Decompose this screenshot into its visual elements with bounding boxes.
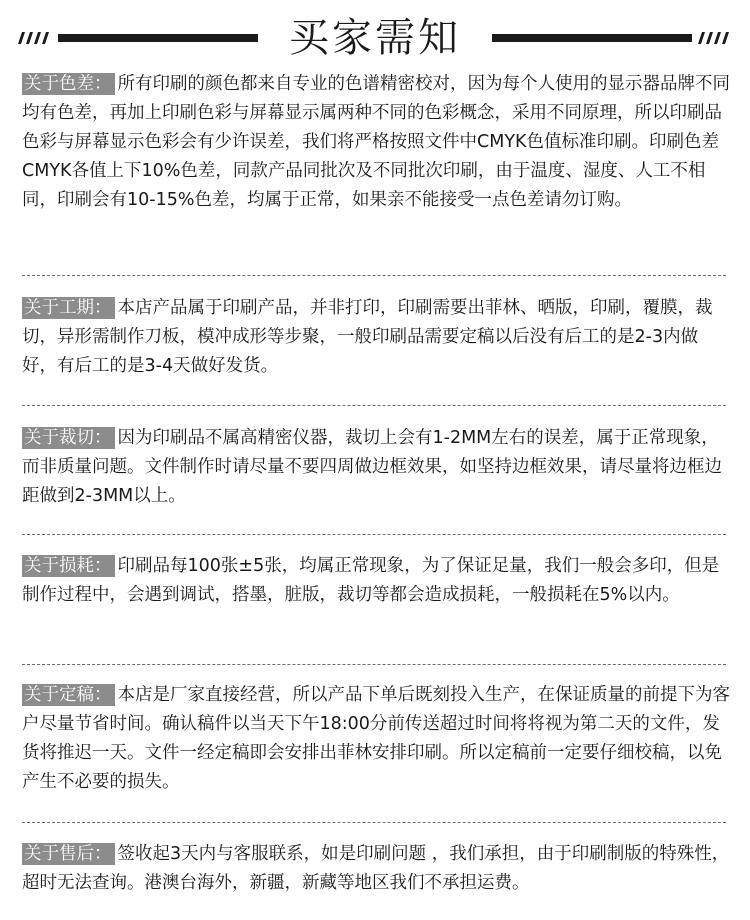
header — [0, 0, 750, 72]
section-text: 本店产品属于印刷产品，并非打印，印刷需要出菲林、晒版，印刷，覆膜，裁切，异形需制作刀板，模冲成形等步聚，一般印刷品需要定稿以后没有后工的是2-3内做好，有后工的是3-4天做好发货。 — [22, 298, 713, 376]
section-label: 关于裁切： — [22, 427, 115, 449]
dashed-divider — [22, 664, 726, 665]
left-stripes-decoration — [14, 32, 54, 44]
section-label: 关于工期： — [22, 297, 115, 319]
right-title-bar — [492, 34, 692, 42]
page-title: 买家需知 — [289, 15, 461, 61]
notice-section-wastage — [22, 552, 730, 610]
dashed-divider — [22, 275, 726, 276]
dashed-divider — [22, 822, 726, 823]
notice-section-after-sales — [22, 840, 730, 898]
section-text: 因为印刷品不属高精密仪器，裁切上会有1-2MM左右的误差，属于正常现象，而非质量问题。文件制作时请尽量不要四周做边框效果，如坚持边框效果，请尽量将边框边距做到2-3MM以上。 — [22, 428, 722, 506]
dashed-divider — [22, 405, 726, 406]
notice-section-cutting — [22, 424, 730, 511]
notice-section-schedule — [22, 294, 730, 381]
section-label: 关于色差： — [22, 73, 115, 95]
dashed-divider — [22, 534, 726, 535]
section-text: 本店是厂家直接经营，所以产品下单后既刻投入生产，在保证质量的前提下为客户尽量节省时间。确认稿件以当天下午18:00分前传送超过时间将将视为第二天的文件，发货将推迟一天。文件一经定稿即会安排出菲林安排印刷。所以定稿前一定要仔细校稿，以免产生不必要的损失。 — [22, 685, 730, 792]
section-text: 所有印刷的颜色都来自专业的色谱精密校对，因为每个人使用的显示器品牌不同均有色差，再加上印刷色彩与屏幕显示属两种不同的色彩概念，采用不同原理，所以印刷品色彩与屏幕显示色彩会有少许误差，我们将严格按照文件中CMYK色值标准印刷。印刷色差CMYK各值上下10%色差，同款产品同批次及不同批次印刷，由于温度、湿度、人工不相同，印刷会有10-15%色差，均属于正常，如果亲不能接受一点色差请勿订购。 — [22, 74, 730, 210]
left-title-bar — [58, 34, 258, 42]
notice-section-color-difference — [22, 70, 730, 215]
right-stripes-decoration — [696, 32, 736, 44]
section-label: 关于损耗： — [22, 555, 115, 577]
section-label: 关于定稿： — [22, 684, 115, 706]
section-label: 关于售后： — [22, 843, 115, 865]
notice-section-finalization — [22, 681, 730, 797]
section-text: 签收起3天内与客服联系，如是印刷问题 ，我们承担，由于印刷制版的特殊性，超时无法查询。港澳台海外，新疆，新藏等地区我们不承担运费。 — [22, 844, 730, 893]
section-text: 印刷品每100张±5张，均属正常现象，为了保证足量，我们一般会多印，但是制作过程中，会遇到调试，搭墨，脏版，裁切等都会造成损耗，一般损耗在5%以内。 — [22, 556, 720, 605]
